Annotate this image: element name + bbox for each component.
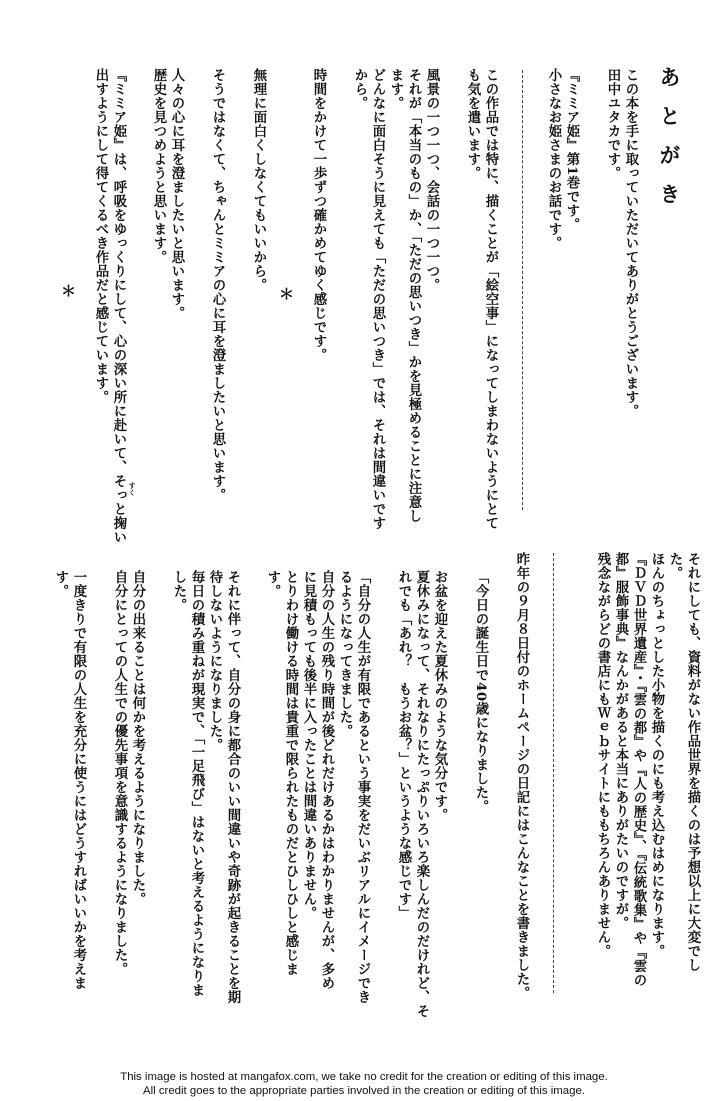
text-column: 夏休みになって、それなりにたっぷりいろいろ楽しんだのだけれど、そ bbox=[414, 570, 430, 1018]
text-column: も気を遣います。 bbox=[465, 68, 481, 180]
text-column: どんなに面白そうに見えても「ただの思いつき」では、それは間違いです bbox=[370, 68, 386, 530]
text-column: 残念ながらどの書店にもＷｅｂサイトにももちろんありません。 bbox=[595, 552, 611, 958]
text-column: 待しないようになりました。 bbox=[207, 570, 223, 752]
text-column: 自分にとっての人生での優先事項を意識するようになりました。 bbox=[112, 570, 128, 976]
text-column: した。 bbox=[171, 570, 187, 612]
text-column: この作品では特に、描くことが「絵空事」になってしまわないようにとて bbox=[483, 68, 499, 530]
text-column: 一度きりで有限の人生を充分に使うにはどうすればいいかを考えま bbox=[71, 570, 87, 990]
text-column: に見積もっても後半に入ったことは間違いありません。 bbox=[301, 570, 317, 920]
text-column: す。 bbox=[53, 570, 69, 598]
text-column: から。 bbox=[352, 68, 368, 110]
section-divider bbox=[553, 553, 554, 993]
text-column: 『ミミア姫』は、呼吸をゆっくりにして、心の深い所に赴いて、そっと掬い bbox=[111, 68, 127, 544]
text-column: それにしても、資料がない作品世界を描くのは予想以上に大変でし bbox=[685, 552, 701, 972]
text-column: それが「本当のもの」か、「ただの思いつき」かを見極めることに注意し bbox=[406, 68, 422, 524]
text-column: す。 bbox=[265, 570, 281, 598]
text-column: 人々の心に耳を澄ましたいと思います。 bbox=[169, 68, 185, 320]
hosting-credit-line: This image is hosted at mangafox.com, we take no credit for the creation or editing of this image. bbox=[120, 1071, 608, 1083]
text-column: 自分の出来ることは何かを考えるようになりました。 bbox=[130, 570, 146, 906]
text-column: 『ミミア姫』第1巻です。 bbox=[564, 68, 580, 232]
text-column: た。 bbox=[667, 552, 683, 580]
text-column: ます。 bbox=[388, 68, 404, 110]
text-column: 都』服飾事典』なんかがあると本当にありがたいのですが。 bbox=[613, 552, 629, 930]
text-column: とりわけ働ける時間は貴重で限られたものだとひしひしと感じま bbox=[283, 570, 299, 976]
text-column: 歴史を見つめようと思います。 bbox=[151, 68, 167, 264]
text-column: 時間をかけて一歩ずつ確かめてゆく感じです。 bbox=[311, 68, 327, 362]
text-column: れでも「あれ？ もうお盆？」というような感じです」 bbox=[396, 570, 412, 920]
text-column: 出すようにして得てくるべき作品だと感じています。 bbox=[93, 68, 109, 404]
text-column: 昨年の９月８日付のホームページの日記にはこんなことを書きました。 bbox=[514, 552, 530, 1000]
hosting-credit-line: All credit goes to the appropriate parties involved in the creation or editing of this image. bbox=[143, 1085, 585, 1097]
text-column: そうではなくて、ちゃんとミミアの心に耳を澄ましたいと思います。 bbox=[210, 68, 226, 502]
text-column: 無理に面白くしなくてもいいから。 bbox=[251, 68, 267, 292]
afterword-title: あとがき bbox=[657, 66, 682, 222]
section-asterisk: ＊ bbox=[61, 282, 77, 300]
text-column: 自分の人生の残り時間が後どれだけあるかはわかりませんが、多め bbox=[319, 570, 335, 990]
text-column: 田中ユタカです。 bbox=[605, 68, 621, 180]
text-column: 「今日の誕生日で40歳になりました。 bbox=[473, 570, 489, 814]
text-column: 風景の一つ一つ、会話の一つ一つ。 bbox=[424, 68, 440, 292]
section-divider bbox=[522, 70, 523, 510]
text-column: 『ＤＶＤ世界遺産』・『雲の都』や『人の歴史』、『伝統歌集』や『雲の bbox=[631, 552, 647, 988]
text-column: この本を手に取っていただいてありがとうございます。 bbox=[623, 68, 639, 418]
text-column: るようになってきました。 bbox=[337, 570, 353, 738]
text-column: 小さなお姫さまのお話です。 bbox=[546, 68, 562, 250]
text-column: それに伴って、自分の身に都合のいい間違いや奇跡が起きることを期 bbox=[225, 570, 241, 1004]
text-column: 毎日の積み重ねが現実で、「一足飛び」はないと考えるようになりま bbox=[189, 570, 205, 998]
text-column: 「自分の人生が有限であるという事実をだいぶリアルにイメージでき bbox=[355, 570, 371, 1004]
section-asterisk: ＊ bbox=[279, 285, 295, 303]
text-column: ほんのちょっとした小物を描くのにも考え込むはめになります。 bbox=[649, 552, 665, 958]
text-column: お盆を迎えた夏休みのような気分です。 bbox=[432, 570, 448, 822]
ruby-annotation: すく bbox=[128, 482, 137, 496]
